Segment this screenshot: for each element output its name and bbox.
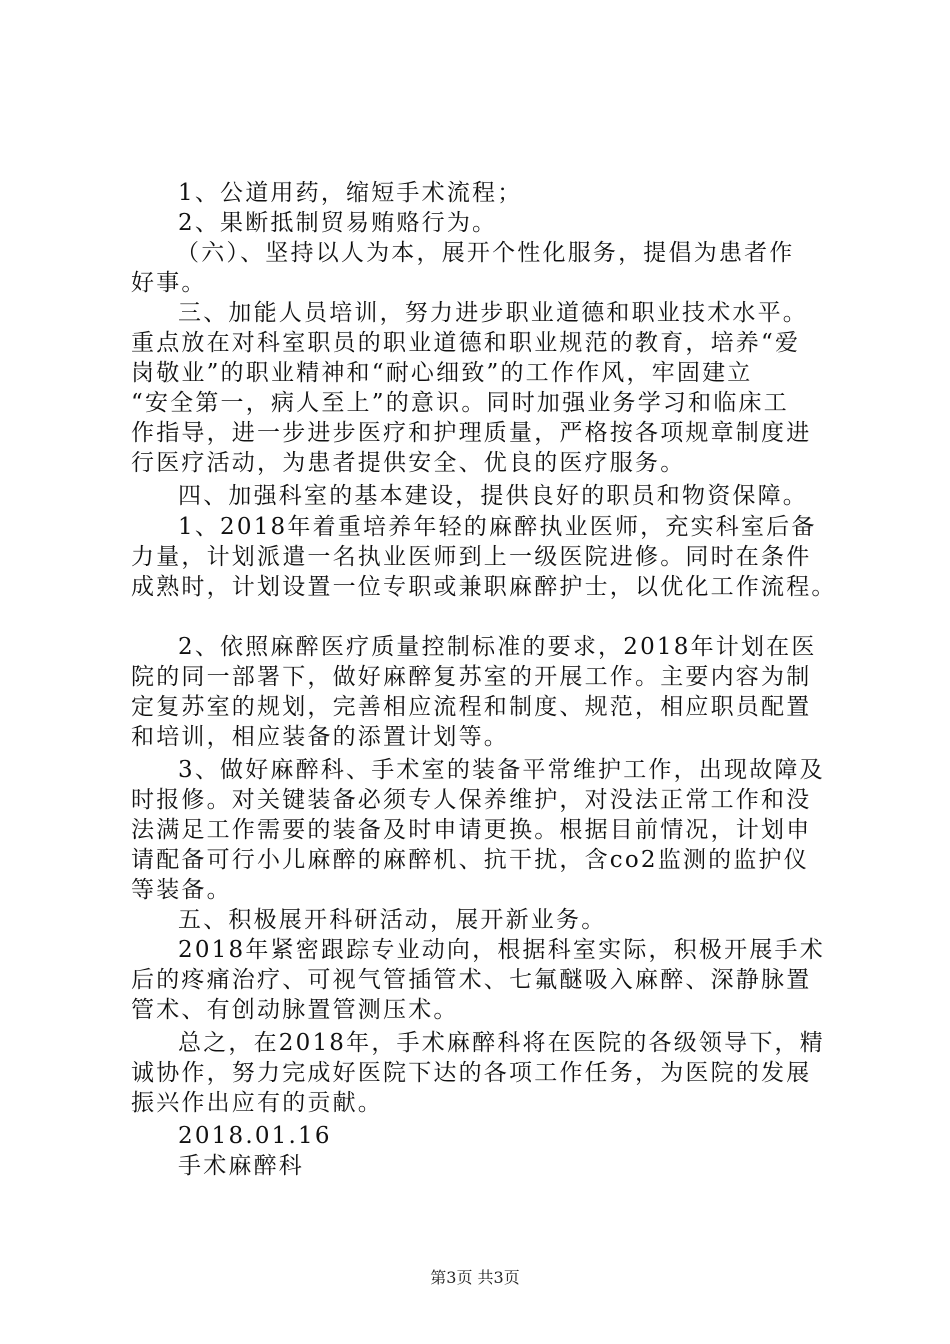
text-line: 时报修。对关键装备必须专人保养维护，对没法正常工作和没 <box>131 787 812 813</box>
text-line: 2018年紧密跟踪专业动向，根据科室实际，积极开展手术 <box>178 937 825 963</box>
text-line: 重点放在对科室职员的职业道德和职业规范的教育，培养“爱 <box>131 330 801 356</box>
date-line: 2018.01.16 <box>178 1123 332 1149</box>
text-line: 作指导，进一步进步医疗和护理质量，严格按各项规章制度进 <box>131 420 812 446</box>
text-line: 诚协作，努力完成好医院下达的各项工作任务，为医院的发展 <box>131 1060 812 1086</box>
text-line: 岗敬业”的职业精神和“耐心细致”的工作作风，牢固建立 <box>131 360 753 386</box>
text-line: 法满足工作需要的装备及时申请更换。根据目前情况，计划申 <box>131 817 812 843</box>
text-line: 院的同一部署下，做好麻醉复苏室的开展工作。主要内容为制 <box>131 664 812 690</box>
text-line: 1、公道用药，缩短手术流程； <box>178 180 523 206</box>
text-line: 总之，在2018年，手术麻醉科将在医院的各级领导下，精 <box>178 1030 825 1056</box>
text-line: “安全第一，病人至上”的意识。同时加强业务学习和临床工 <box>131 390 789 416</box>
text-line: 好事。 <box>131 270 207 296</box>
text-line: 行医疗活动，为患者提供安全、优良的医疗服务。 <box>131 450 686 476</box>
page-footer: 第3页 共3页 <box>430 1268 520 1287</box>
text-line: 2、依照麻醉医疗质量控制标准的要求，2018年计划在医 <box>178 634 817 660</box>
signature-line: 手术麻醉科 <box>178 1153 304 1179</box>
text-line: （六）、坚持以人为本，展开个性化服务，提倡为患者作 <box>176 240 795 266</box>
text-line: 1、2018年着重培养年轻的麻醉执业医师，充实科室后备 <box>178 514 817 540</box>
text-line: 管术、有创动脉置管测压术。 <box>131 997 459 1023</box>
text-line: 力量，计划派遣一名执业医师到上一级医院进修。同时在条件 <box>131 544 812 570</box>
text-line: 和培训，相应装备的添置计划等。 <box>131 724 509 750</box>
text-line: 等装备。 <box>131 877 232 903</box>
text-line: 五、积极展开科研活动，展开新业务。 <box>178 907 607 933</box>
text-line: 四、加强科室的基本建设，提供良好的职员和物资保障。 <box>178 483 808 509</box>
text-line: 2、果断抵制贸易贿赂行为。 <box>178 210 498 236</box>
text-line: 振兴作出应有的贡献。 <box>131 1090 383 1116</box>
text-line: 请配备可行小儿麻醉的麻醉机、抗干扰，含co2监测的监护仪 <box>131 847 809 873</box>
text-line: 3、做好麻醉科、手术室的装备平常维护工作，出现故障及 <box>178 757 825 783</box>
text-line: 后的疼痛治疗、可视气管插管术、七氟醚吸入麻醉、深静脉置 <box>131 967 812 993</box>
text-line: 定复苏室的规划，完善相应流程和制度、规范，相应职员配置 <box>131 694 812 720</box>
text-line: 三、加能人员培训，努力进步职业道德和职业技术水平。 <box>178 300 808 326</box>
text-line: 成熟时，计划设置一位专职或兼职麻醉护士，以优化工作流程。 <box>131 574 837 600</box>
